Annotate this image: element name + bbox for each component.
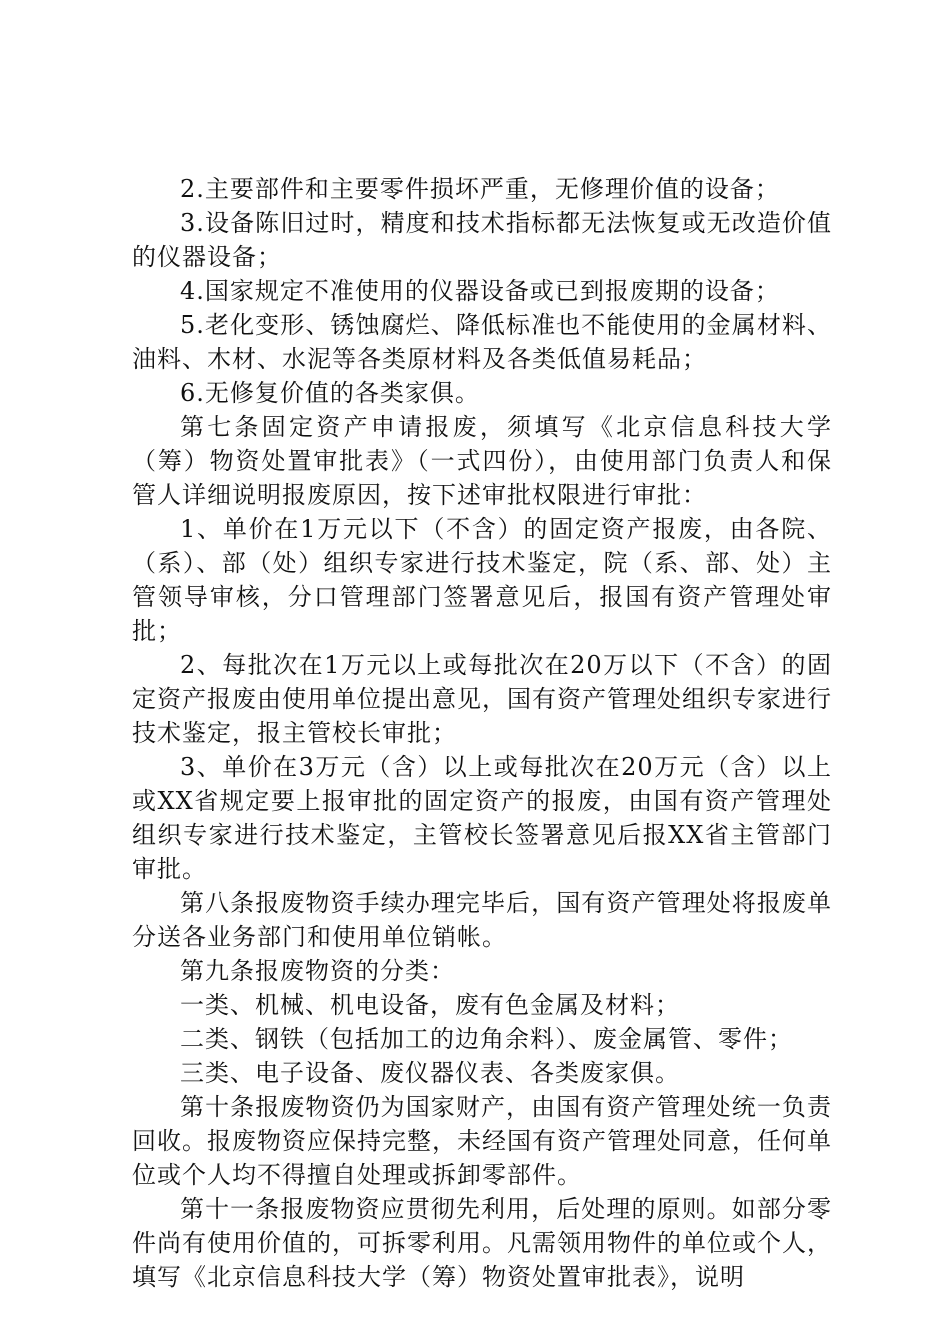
paragraph-approval-3: 3、单价在3万元（含）以上或每批次在20万元（含）以上或XX省规定要上报审批的固定资产的报废，由国有资产管理处组织专家进行技术鉴定，主管校长签署意见后报XX省主管部门审批。 — [132, 753, 832, 883]
paragraph-item-3: 3.设备陈旧过时，精度和技术指标都无法恢复或无改造价值的仪器设备； — [132, 209, 832, 271]
paragraph-category-2: 二类、钢铁（包括加工的边角余料）、废金属管、零件； — [180, 1025, 793, 1053]
paragraph-approval-2: 2、每批次在1万元以上或每批次在20万以下（不含）的固定资产报废由使用单位提出意见，国有资产管理处组织专家进行技术鉴定，报主管校长审批； — [132, 651, 832, 747]
paragraph-article-7: 第七条固定资产申请报废，须填写《北京信息科技大学（筹）物资处置审批表》（一式四份），由使用部门负责人和保管人详细说明报废原因，按下述审批权限进行审批： — [132, 413, 832, 509]
paragraph-article-8: 第八条报废物资手续办理完毕后，国有资产管理处将报废单分送各业务部门和使用单位销帐。 — [132, 889, 832, 951]
paragraph-article-10: 第十条报废物资仍为国家财产，由国有资产管理处统一负责回收。报废物资应保持完整，未经国有资产管理处同意，任何单位或个人均不得擅自处理或拆卸零部件。 — [132, 1093, 832, 1189]
paragraph-approval-1: 1、单价在1万元以下（不含）的固定资产报废，由各院、（系）、部（处）组织专家进行技术鉴定，院（系、部、处）主管领导审核，分口管理部门签署意见后，报国有资产管理处审批； — [132, 515, 832, 645]
paragraph-article-9: 第九条报废物资的分类： — [180, 957, 455, 985]
paragraph-article-11: 第十一条报废物资应贯彻先利用，后处理的原则。如部分零件尚有使用价值的，可拆零利用。凡需领用物件的单位或个人，填写《北京信息科技大学（筹）物资处置审批表》，说明 — [132, 1195, 832, 1291]
paragraph-category-3: 三类、电子设备、废仪器仪表、各类废家俱。 — [180, 1059, 680, 1087]
paragraph-category-1: 一类、机械、机电设备，废有色金属及材料； — [180, 991, 680, 1019]
paragraph-item-5: 5.老化变形、锈蚀腐烂、降低标准也不能使用的金属材料、油料、木材、水泥等各类原材料及各类低值易耗品； — [132, 311, 832, 373]
document-page — [132, 172, 832, 1294]
paragraph-item-2: 2.主要部件和主要零件损坏严重，无修理价值的设备； — [180, 175, 780, 203]
paragraph-item-4: 4.国家规定不准使用的仪器设备或已到报废期的设备； — [180, 277, 780, 305]
paragraph-item-6: 6.无修复价值的各类家俱。 — [180, 379, 480, 407]
